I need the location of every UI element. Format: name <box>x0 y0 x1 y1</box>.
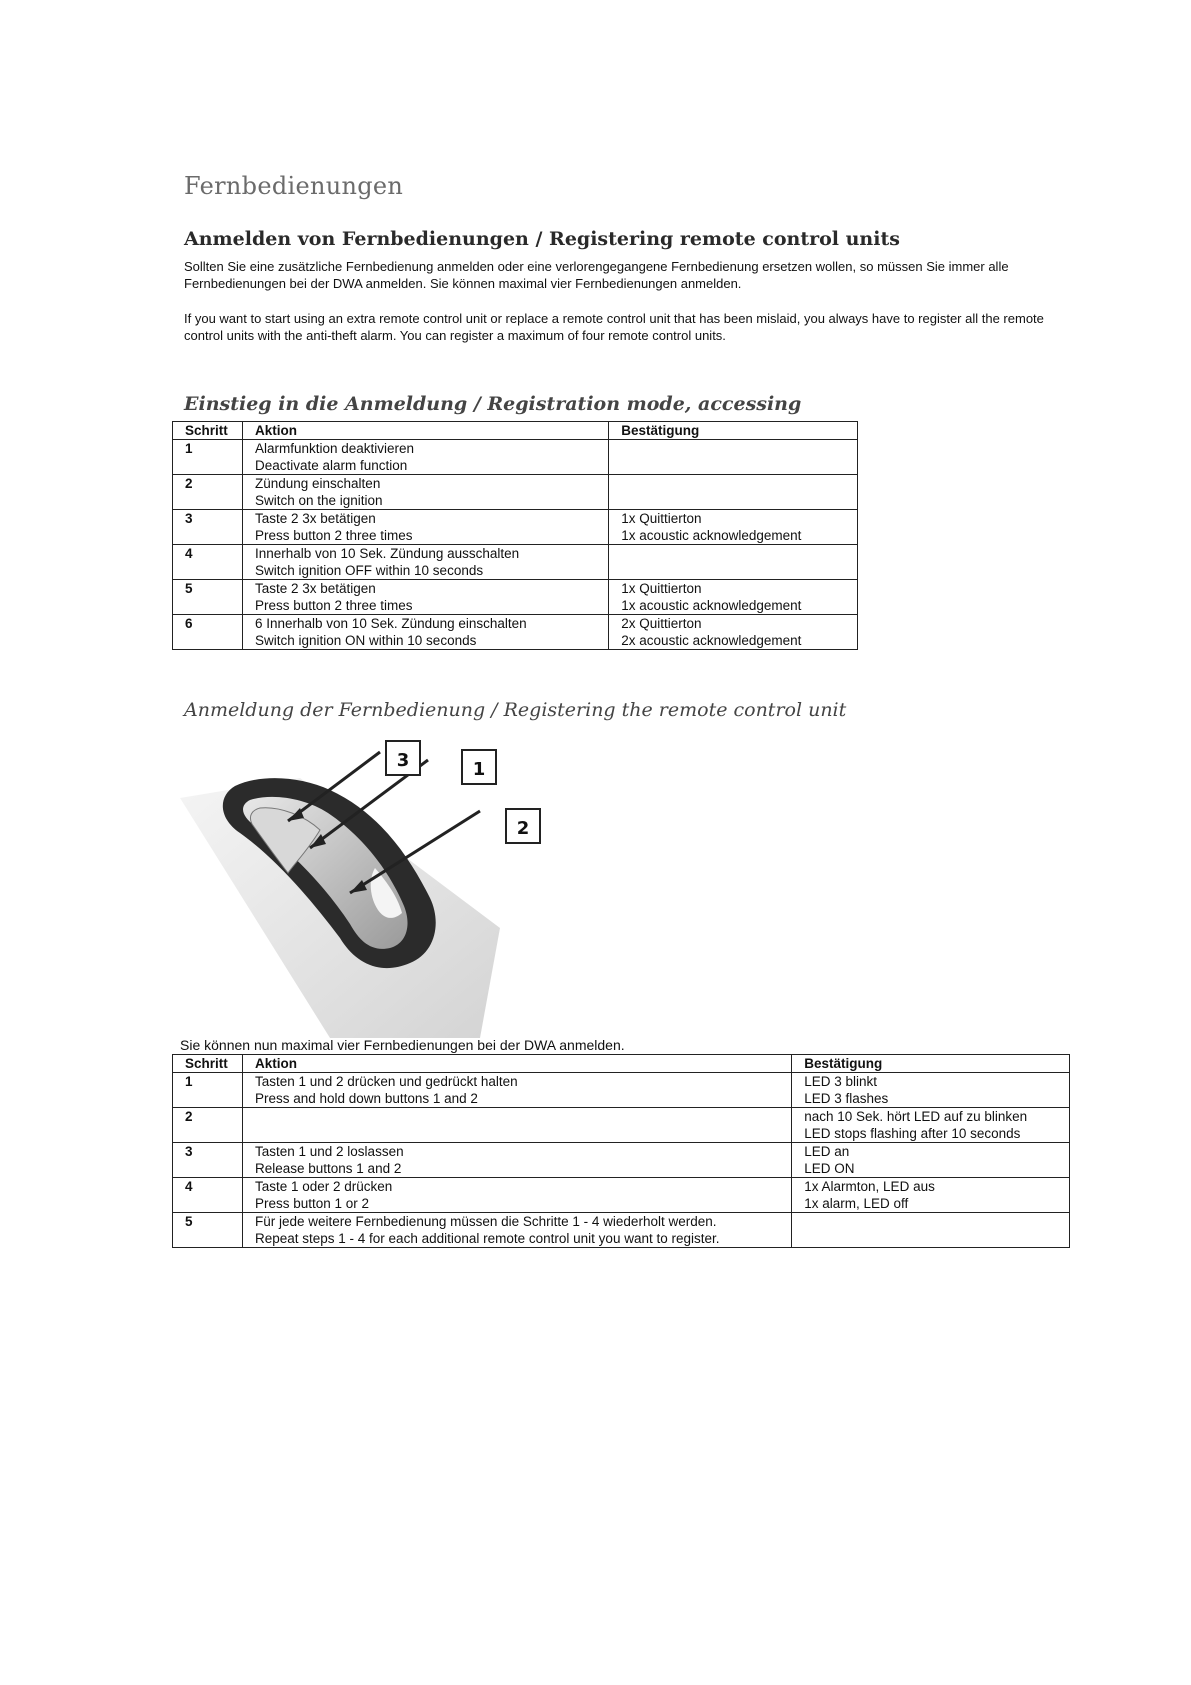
action-de: Innerhalb von 10 Sek. Zündung ausschalten <box>254 546 520 561</box>
step-action <box>242 510 608 545</box>
step-action <box>242 1108 791 1143</box>
action-de: Tasten 1 und 2 loslassen <box>254 1144 404 1159</box>
action-en: Deactivate alarm function <box>254 458 408 473</box>
step-number: 2 <box>173 1108 243 1143</box>
action-en: Repeat steps 1 - 4 for each additional remote control unit you want to register. <box>254 1231 720 1246</box>
action-de: Taste 2 3x betätigen <box>254 511 376 526</box>
step-action <box>242 615 608 650</box>
table-row <box>173 1073 1070 1108</box>
confirm-de <box>621 545 845 562</box>
action-en <box>255 1125 779 1142</box>
registration-mode-table <box>172 421 858 650</box>
confirm-de: nach 10 Sek. hört LED auf zu blinken <box>804 1109 1028 1124</box>
table-row <box>173 1108 1070 1143</box>
confirm-de: 1x Alarmton, LED aus <box>804 1179 935 1194</box>
step-number: 1 <box>173 1073 243 1108</box>
confirm-de: 1x Quittierton <box>621 511 702 526</box>
step-action <box>242 1178 791 1213</box>
step-action <box>242 440 608 475</box>
step-confirmation <box>609 545 858 580</box>
action-de: Taste 2 3x betätigen <box>254 581 376 596</box>
step-action <box>242 1143 791 1178</box>
confirm-en <box>621 492 845 509</box>
confirm-de <box>621 475 845 492</box>
callout-label-3: 3 <box>396 750 410 771</box>
step-confirmation <box>609 440 858 475</box>
step-action <box>242 545 608 580</box>
header-action: Aktion <box>242 422 608 440</box>
table-row <box>173 475 858 510</box>
action-de: Für jede weitere Fernbedienung müssen die Schritte 1 - 4 wiederholt werden. <box>254 1214 717 1229</box>
header-step: Schritt <box>173 422 243 440</box>
action-en: Press button 2 three times <box>254 598 413 613</box>
confirm-de <box>804 1213 1057 1230</box>
intro-paragraph-en: If you want to start using an extra remote control unit or replace a remote control unit that has been mislaid, you always have to register all the remote control units with the anti-theft alarm. You can register a maximum of four remote control units. <box>184 311 1044 343</box>
confirm-en: 1x acoustic acknowledgement <box>621 598 802 613</box>
confirm-en: 1x acoustic acknowledgement <box>621 528 802 543</box>
step-number: 3 <box>173 1143 243 1178</box>
section2-heading: Anmeldung der Fernbedienung / Registering the remote control unit <box>184 699 847 721</box>
header-confirmation: Bestätigung <box>609 422 858 440</box>
action-en: Press button 1 or 2 <box>254 1196 370 1211</box>
figure-caption: Sie können nun maximal vier Fernbedienungen bei der DWA anmelden. <box>180 1037 625 1053</box>
table-row <box>173 580 858 615</box>
confirm-en <box>621 562 845 579</box>
remote-control-illustration <box>180 738 560 1038</box>
action-en: Switch ignition OFF within 10 seconds <box>254 563 484 578</box>
confirm-de: LED an <box>804 1144 850 1159</box>
step-confirmation <box>609 475 858 510</box>
step-number: 2 <box>173 475 243 510</box>
action-de: Zündung einschalten <box>254 476 381 491</box>
table-row <box>173 510 858 545</box>
step-action <box>242 1213 791 1248</box>
table-row <box>173 1178 1070 1213</box>
step-number: 4 <box>173 545 243 580</box>
step-number: 5 <box>173 1213 243 1248</box>
confirm-de: LED 3 blinkt <box>804 1074 878 1089</box>
confirm-en: 2x acoustic acknowledgement <box>621 633 802 648</box>
header-action: Aktion <box>242 1055 791 1073</box>
confirm-de <box>621 440 845 457</box>
action-de: Alarmfunktion deaktivieren <box>254 441 415 456</box>
step-confirmation <box>609 580 858 615</box>
section-heading-registering: Anmelden von Fernbedienungen / Registering remote control units <box>184 228 900 250</box>
confirm-en <box>621 457 845 474</box>
remote-registration-table <box>172 1054 1070 1248</box>
table-row <box>173 615 858 650</box>
step-number: 4 <box>173 1178 243 1213</box>
step-confirmation <box>792 1178 1070 1213</box>
step-confirmation <box>609 510 858 545</box>
step-confirmation <box>792 1213 1070 1248</box>
table-row <box>173 440 858 475</box>
confirm-de: 2x Quittierton <box>621 616 702 631</box>
header-step: Schritt <box>173 1055 243 1073</box>
confirm-en: LED ON <box>804 1161 855 1176</box>
step-action <box>242 580 608 615</box>
step-number: 3 <box>173 510 243 545</box>
action-de: Taste 1 oder 2 drücken <box>254 1179 393 1194</box>
action-en: Press and hold down buttons 1 and 2 <box>254 1091 478 1106</box>
table-row <box>173 1143 1070 1178</box>
action-en: Switch on the ignition <box>254 493 383 508</box>
intro-paragraph-de: Sollten Sie eine zusätzliche Fernbedienung anmelden oder eine verlorengegangene Fernbedienung ersetzen wollen, so müssen Sie immer alle Fernbedienungen bei der DWA anmelden. Sie können maximal vier Fernbedienungen anmelden. <box>184 259 1009 291</box>
action-de: Tasten 1 und 2 drücken und gedrückt halten <box>254 1074 518 1089</box>
confirm-de: 1x Quittierton <box>621 581 702 596</box>
action-de: 6 Innerhalb von 10 Sek. Zündung einschalten <box>254 616 527 631</box>
table-header-row <box>173 422 858 440</box>
step-confirmation <box>792 1143 1070 1178</box>
header-confirmation: Bestätigung <box>792 1055 1070 1073</box>
table-row <box>173 1213 1070 1248</box>
action-en: Switch ignition ON within 10 seconds <box>254 633 477 648</box>
action-en: Release buttons 1 and 2 <box>254 1161 402 1176</box>
step-confirmation <box>792 1108 1070 1143</box>
step-confirmation <box>609 615 858 650</box>
confirm-en: LED stops flashing after 10 seconds <box>804 1126 1021 1141</box>
step-number: 5 <box>173 580 243 615</box>
step-confirmation <box>792 1073 1070 1108</box>
step-number: 6 <box>173 615 243 650</box>
confirm-en: 1x alarm, LED off <box>804 1196 909 1211</box>
action-de <box>255 1108 779 1125</box>
callout-label-1: 1 <box>472 759 486 780</box>
table-row <box>173 545 858 580</box>
confirm-en: LED 3 flashes <box>804 1091 889 1106</box>
confirm-en <box>804 1230 1057 1247</box>
step-number: 1 <box>173 440 243 475</box>
section1-heading: Einstieg in die Anmeldung / Registration mode, accessing <box>184 393 802 415</box>
callout-label-2: 2 <box>516 818 530 839</box>
table-header-row <box>173 1055 1070 1073</box>
step-action <box>242 1073 791 1108</box>
action-en: Press button 2 three times <box>254 528 413 543</box>
page-title: Fernbedienungen <box>184 172 404 200</box>
step-action <box>242 475 608 510</box>
